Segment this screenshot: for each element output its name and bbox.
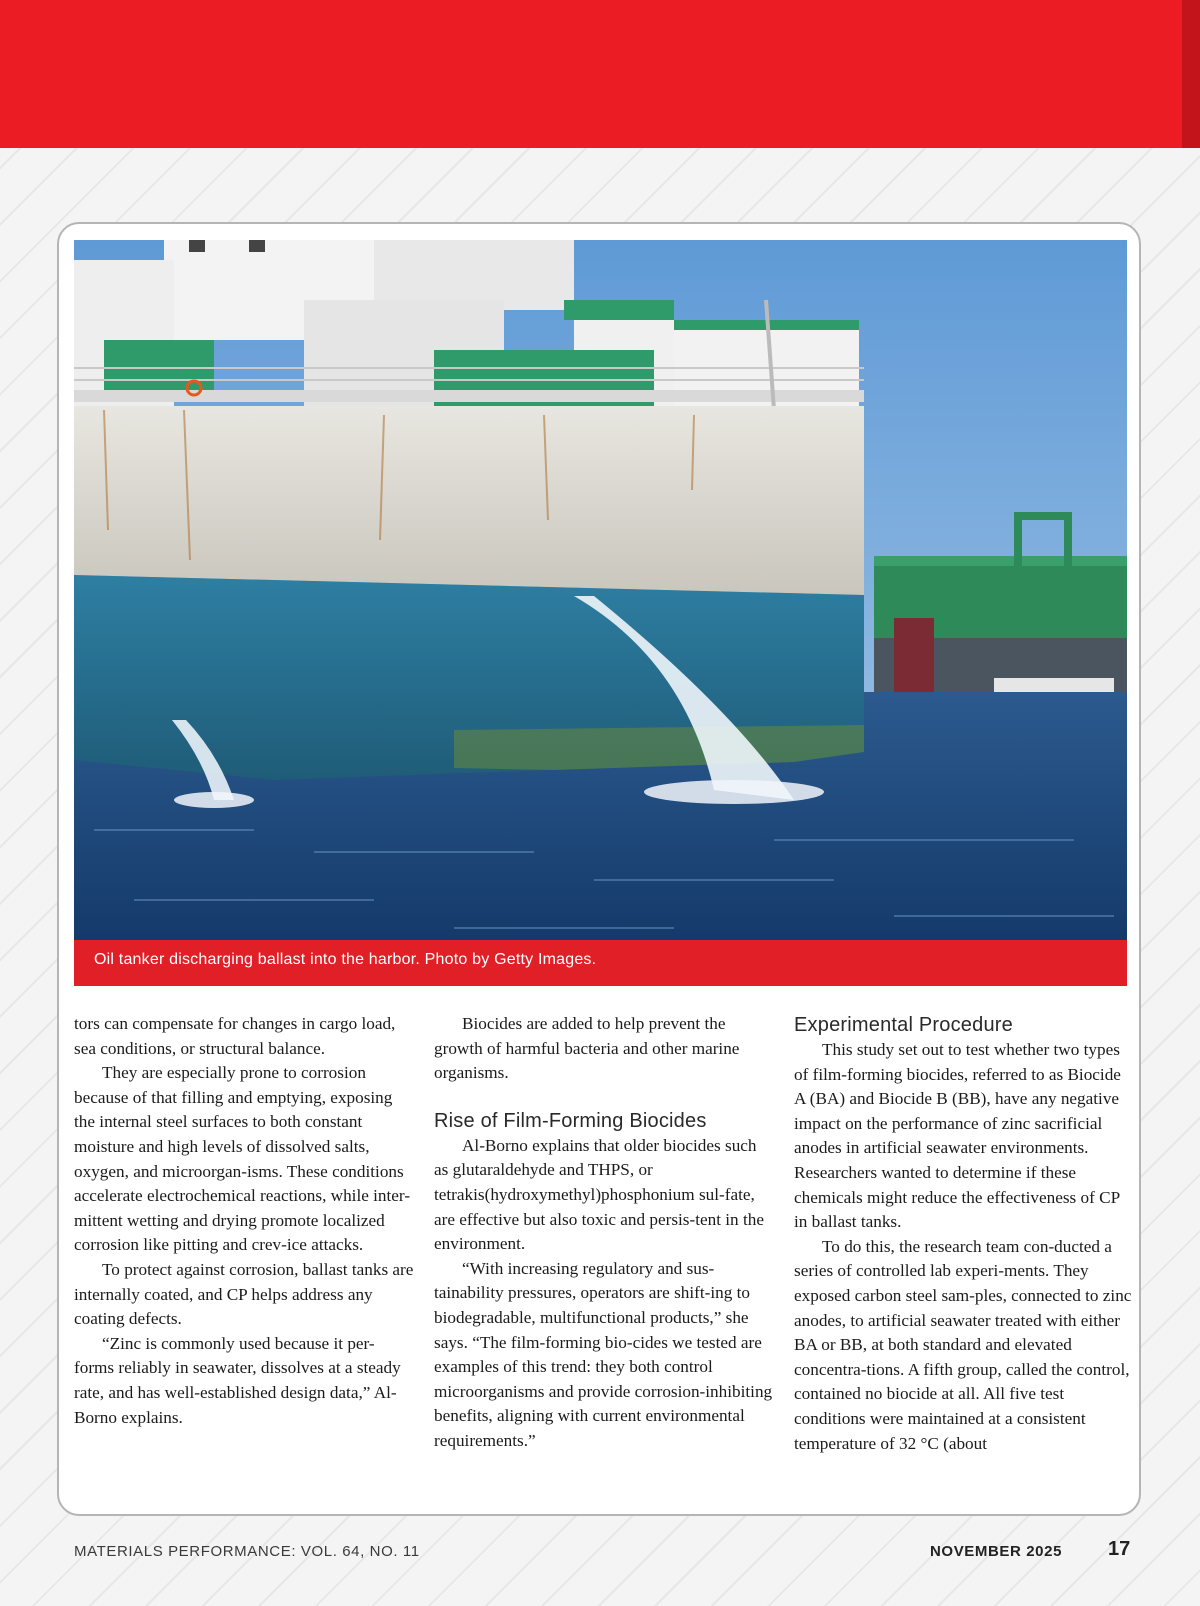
spray-left bbox=[174, 792, 254, 808]
paragraph: To do this, the research team con-ducted a series of controlled lab experi-ments. They exposed carbon steel sam-ples, connected to zinc anodes, to artificial seawater treated with either BA or BB, at both standard and elevated concentra-tions. A fifth group, called the control, contained no biocide at all. All five test conditions were maintained at a consistent temperature of 32 °C (about bbox=[794, 1236, 1132, 1453]
hull-upper bbox=[74, 406, 864, 595]
paragraph: tors can compensate for changes in cargo load, sea conditions, or structural balance. bbox=[74, 1014, 396, 1058]
article-column-3 bbox=[794, 1012, 1134, 1456]
photo-caption-bar bbox=[74, 940, 1127, 986]
article-column-1 bbox=[74, 1012, 414, 1430]
footer-date: NOVEMBER 2025 bbox=[930, 1543, 1063, 1560]
page-number: 17 bbox=[1108, 1538, 1131, 1560]
spacer bbox=[434, 1086, 774, 1108]
paragraph: They are especially prone to corrosion because of that filling and emptying, exposing the internal steel surfaces to both constant moisture and high levels of dissolved salts, oxygen, and microorgan-isms. These conditions accelerate electrochemical reactions, while inter-mittent wetting and drying promote localized corrosion like pitting and crev-ice attacks. bbox=[74, 1063, 411, 1255]
photo-caption: Oil tanker discharging ballast into the harbor. Photo by Getty Images. bbox=[94, 951, 597, 968]
paragraph: Al-Borno explains that older biocides such as glutaraldehyde and THPS, or tetrakis(hydroxymethyl)phosphonium sul-fate, are effective but also toxic and persis-tent in the environment. bbox=[434, 1135, 764, 1254]
paragraph: This study set out to test whether two types of film-forming biocides, referred to as Biocide A (BA) and Biocide B (BB), have any negative impact on the performance of zinc sacrificial anodes in artificial seawater environments. Researchers wanted to determine if these chemicals might reduce the effectiveness of CP in ballast tanks. bbox=[794, 1040, 1121, 1232]
top-red-banner bbox=[0, 0, 1200, 148]
paragraph: “With increasing regulatory and sus-tainability pressures, operators are shift-ing to biodegradable, multifunctional products,” she says. “The film-forming bio-cides we tested are examples of this trend: they both control microorganisms and provide corrosion-inhibiting benefits, aligning with current environmental requirements.” bbox=[434, 1258, 773, 1450]
spray-right bbox=[644, 780, 824, 804]
banner-edge-shade bbox=[1182, 0, 1200, 148]
tanker-photo bbox=[74, 240, 1127, 940]
article-column-2 bbox=[434, 1012, 774, 1454]
section-heading: Rise of Film-Forming Biocides bbox=[434, 1109, 707, 1132]
paragraph: Biocides are added to help prevent the growth of harmful bacteria and other marine organisms. bbox=[434, 1014, 740, 1083]
paragraph: “Zinc is commonly used because it per-forms reliably in seawater, dissolves at a steady rate, and has well-established design data,” Al-Borno explains. bbox=[74, 1333, 401, 1427]
footer-publication: MATERIALS PERFORMANCE: VOL. 64, NO. 11 bbox=[74, 1543, 420, 1560]
section-heading: Experimental Procedure bbox=[794, 1014, 1013, 1036]
paragraph: To protect against corrosion, ballast tanks are internally coated, and CP helps address any coating defects. bbox=[74, 1259, 414, 1329]
